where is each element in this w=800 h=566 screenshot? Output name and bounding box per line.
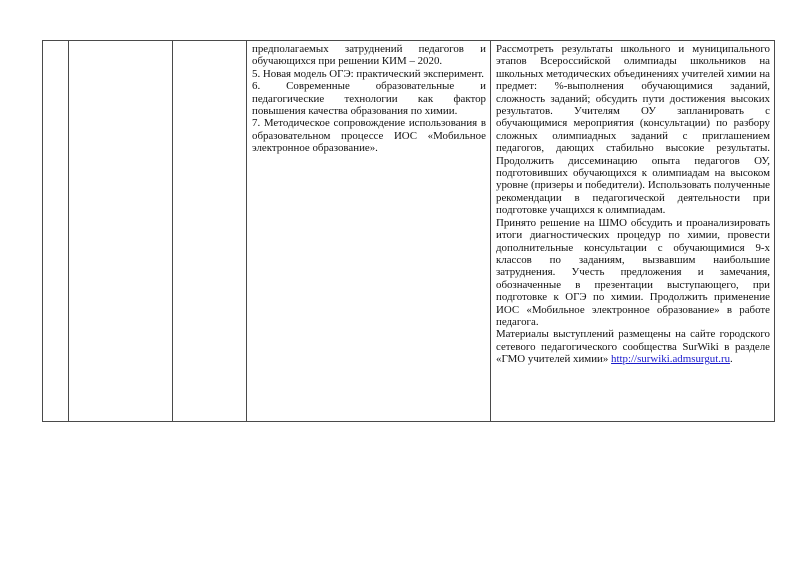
table-cell-agenda (247, 41, 491, 422)
table-cell-number (43, 41, 69, 422)
table-row (43, 41, 775, 422)
materials-text: Материалы выступлений размещены на сайте городского сетевого педагогического сообщества SurWiki в разделе «ГМО учителей химии» (496, 328, 770, 366)
agenda-item-7: 7. Методическое сопровождение использования в образовательном процессе ИОС «Мобильное электронное образование». (252, 117, 486, 155)
agenda-item-6: 6. Современные образовательные и педагогические технологии как фактор повышения качества образования по химии. (252, 80, 486, 118)
decision-paragraph-diagnostics: Принято решение на ШМО обсудить и проанализировать итоги диагностических процедур по химии, провести дополнительные консультации с обучающимися 9-х классов по заданиям, вызвавшим наибольшие затруднения. Учесть предложения и замечания, обозначенные в презентации выступающего, при подготовке к ОГЭ по химии. Продолжить применение ИОС «Мобильное электронное образование» в работе педагога. (496, 216, 770, 328)
document-table (42, 40, 775, 422)
table-cell-decisions (491, 41, 775, 422)
decisions-text (491, 41, 774, 366)
link-suffix: . (730, 353, 733, 366)
table-cell-2 (69, 41, 173, 422)
surwiki-link[interactable]: http://surwiki.admsurgut.ru (611, 353, 731, 366)
decision-paragraph-olympiad: Рассмотреть результаты школьного и муниципального этапов Всероссийской олимпиады школьников на школьных методических объединениях учителей химии на предмет: %-выполнения обучающимися заданий, сложность заданий; обсудить пути достижения высоких результатов. Учителям ОУ запланировать с обучающимися мероприятия (консультации) по разбору сложных олимпиадных заданий с приглашением педагогов, дающих стабильно высокие результаты. Продолжить диссеминацию опыта педагогов ОУ, подготовивших обучающихся к олимпиадам на высоком уровне (призеры и победители). Использовать полученные рекомендации в педагогической деятельности при подготовке учащихся к олимпиадам. (496, 43, 770, 217)
table-cell-3 (173, 41, 247, 422)
decision-paragraph-materials (496, 328, 770, 365)
agenda-text (247, 41, 490, 155)
agenda-item-5: 5. Новая модель ОГЭ: практический эксперимент. (252, 67, 484, 80)
agenda-paragraph: предполагаемых затруднений педагогов и обучающихся при решении КИМ – 2020. (252, 43, 486, 68)
